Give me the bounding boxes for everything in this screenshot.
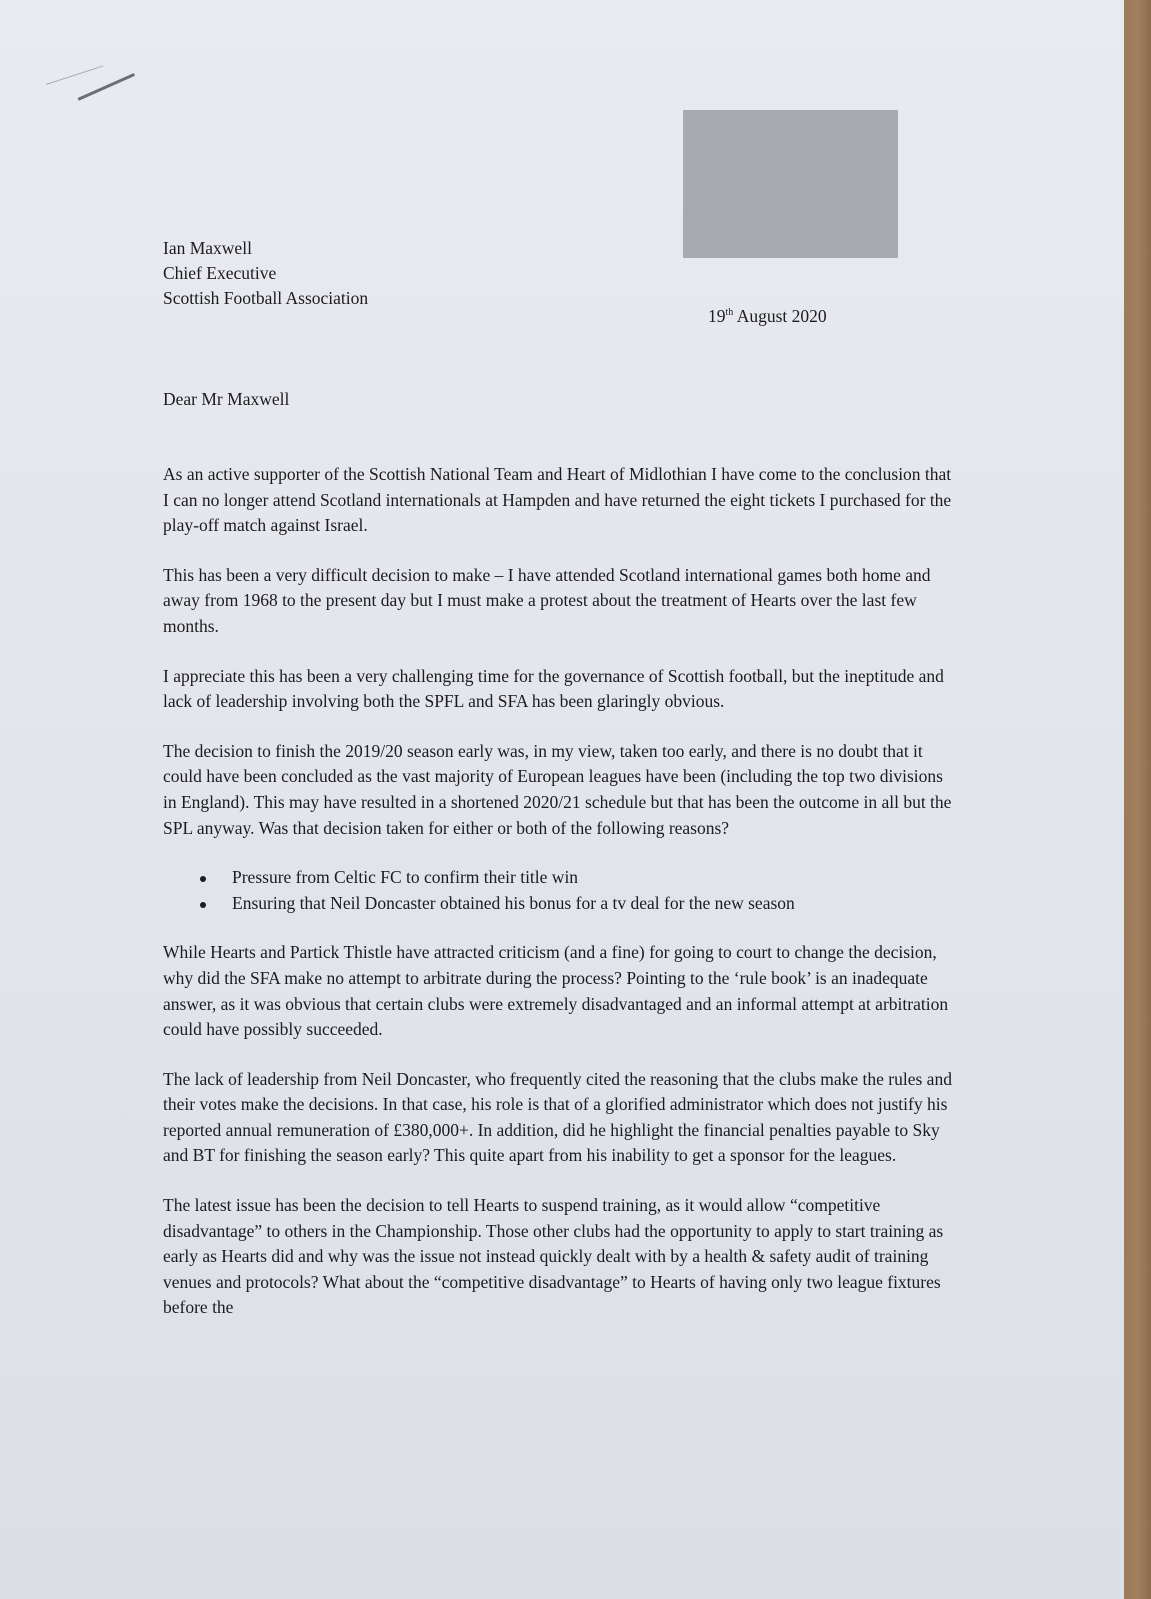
redacted-address-block bbox=[683, 110, 898, 258]
recipient-address bbox=[163, 236, 368, 311]
recipient-title: Chief Executive bbox=[163, 263, 277, 283]
list-item-text: Pressure from Celtic FC to confirm their title win bbox=[232, 867, 579, 888]
letter-date bbox=[708, 306, 827, 327]
bullet-icon bbox=[200, 876, 206, 882]
date-day: 19 bbox=[708, 306, 726, 326]
paragraph: As an active supporter of the Scottish National Team and Heart of Midlothian I have come to the conclusion that I can no longer attend Scotland internationals at Hampden and have returned the eight tickets I purchased for the play-off match against Israel. bbox=[163, 464, 952, 536]
salutation: Dear Mr Maxwell bbox=[163, 389, 290, 409]
date-suffix: th bbox=[725, 307, 734, 318]
list-item bbox=[200, 891, 953, 917]
paragraph: While Hearts and Partick Thistle have attracted criticism (and a fine) for going to court to change the decision, why did the SFA make no attempt to arbitrate during the process? Pointing to the ‘rule book’ is an inadequate answer, as it was obvious that certain clubs were extremely disadvantaged and an informal attempt at arbitration could have possibly succeeded. bbox=[163, 942, 949, 1040]
date-month-year: August 2020 bbox=[736, 306, 827, 326]
paragraph: The lack of leadership from Neil Doncaster, who frequently cited the reasoning that the clubs make the rules and their votes make the decisions. In that case, his role is that of a glorified administrator which does not justify his reported annual remuneration of £380,000+. In addition, did he highlight the financial penalties payable to Sky and BT for finishing the season early? This quite apart from his inability to get a sponsor for the leagues. bbox=[163, 1068, 952, 1166]
recipient-organisation: Scottish Football Association bbox=[163, 288, 369, 308]
bullet-icon bbox=[200, 902, 206, 908]
list-item-text: Ensuring that Neil Doncaster obtained his bonus for a tv deal for the new season bbox=[232, 892, 795, 913]
reasons-list bbox=[163, 865, 953, 916]
recipient-name: Ian Maxwell bbox=[163, 238, 252, 258]
paragraph: The latest issue has been the decision to tell Hearts to suspend training, as it would allow “competitive disadvantage” to others in the Championship. Those other clubs had the opportunity to apply to start training as early as Hearts did and why was the issue not instead quickly dealt with by a health & safety audit of training venues and protocols? What about the “competitive disadvantage” to Hearts of having only two league fixtures before the bbox=[163, 1195, 944, 1318]
letter-body bbox=[163, 462, 953, 1345]
paragraph: The decision to finish the 2019/20 season early was, in my view, taken too early, and there is no doubt that it could have been concluded as the vast majority of European leagues have been (including the top two divisions in England). This may have resulted in a shortened 2020/21 schedule but that has been the outcome in all but the SPL anyway. Was that decision taken for either or both of the following reasons? bbox=[163, 740, 952, 838]
paragraph: I appreciate this has been a very challenging time for the governance of Scottish football, but the ineptitude and lack of leadership involving both the SPFL and SFA has been glaringly obvious. bbox=[163, 665, 944, 712]
list-item bbox=[200, 865, 953, 891]
staple-hole-mark bbox=[46, 65, 103, 84]
paragraph: This has been a very difficult decision to make – I have attended Scotland international games both home and away from 1968 to the present day but I must make a protest about the treatment of Hearts over the last few months. bbox=[163, 564, 931, 636]
staple-mark bbox=[77, 73, 135, 101]
desk-background bbox=[1124, 0, 1151, 1599]
